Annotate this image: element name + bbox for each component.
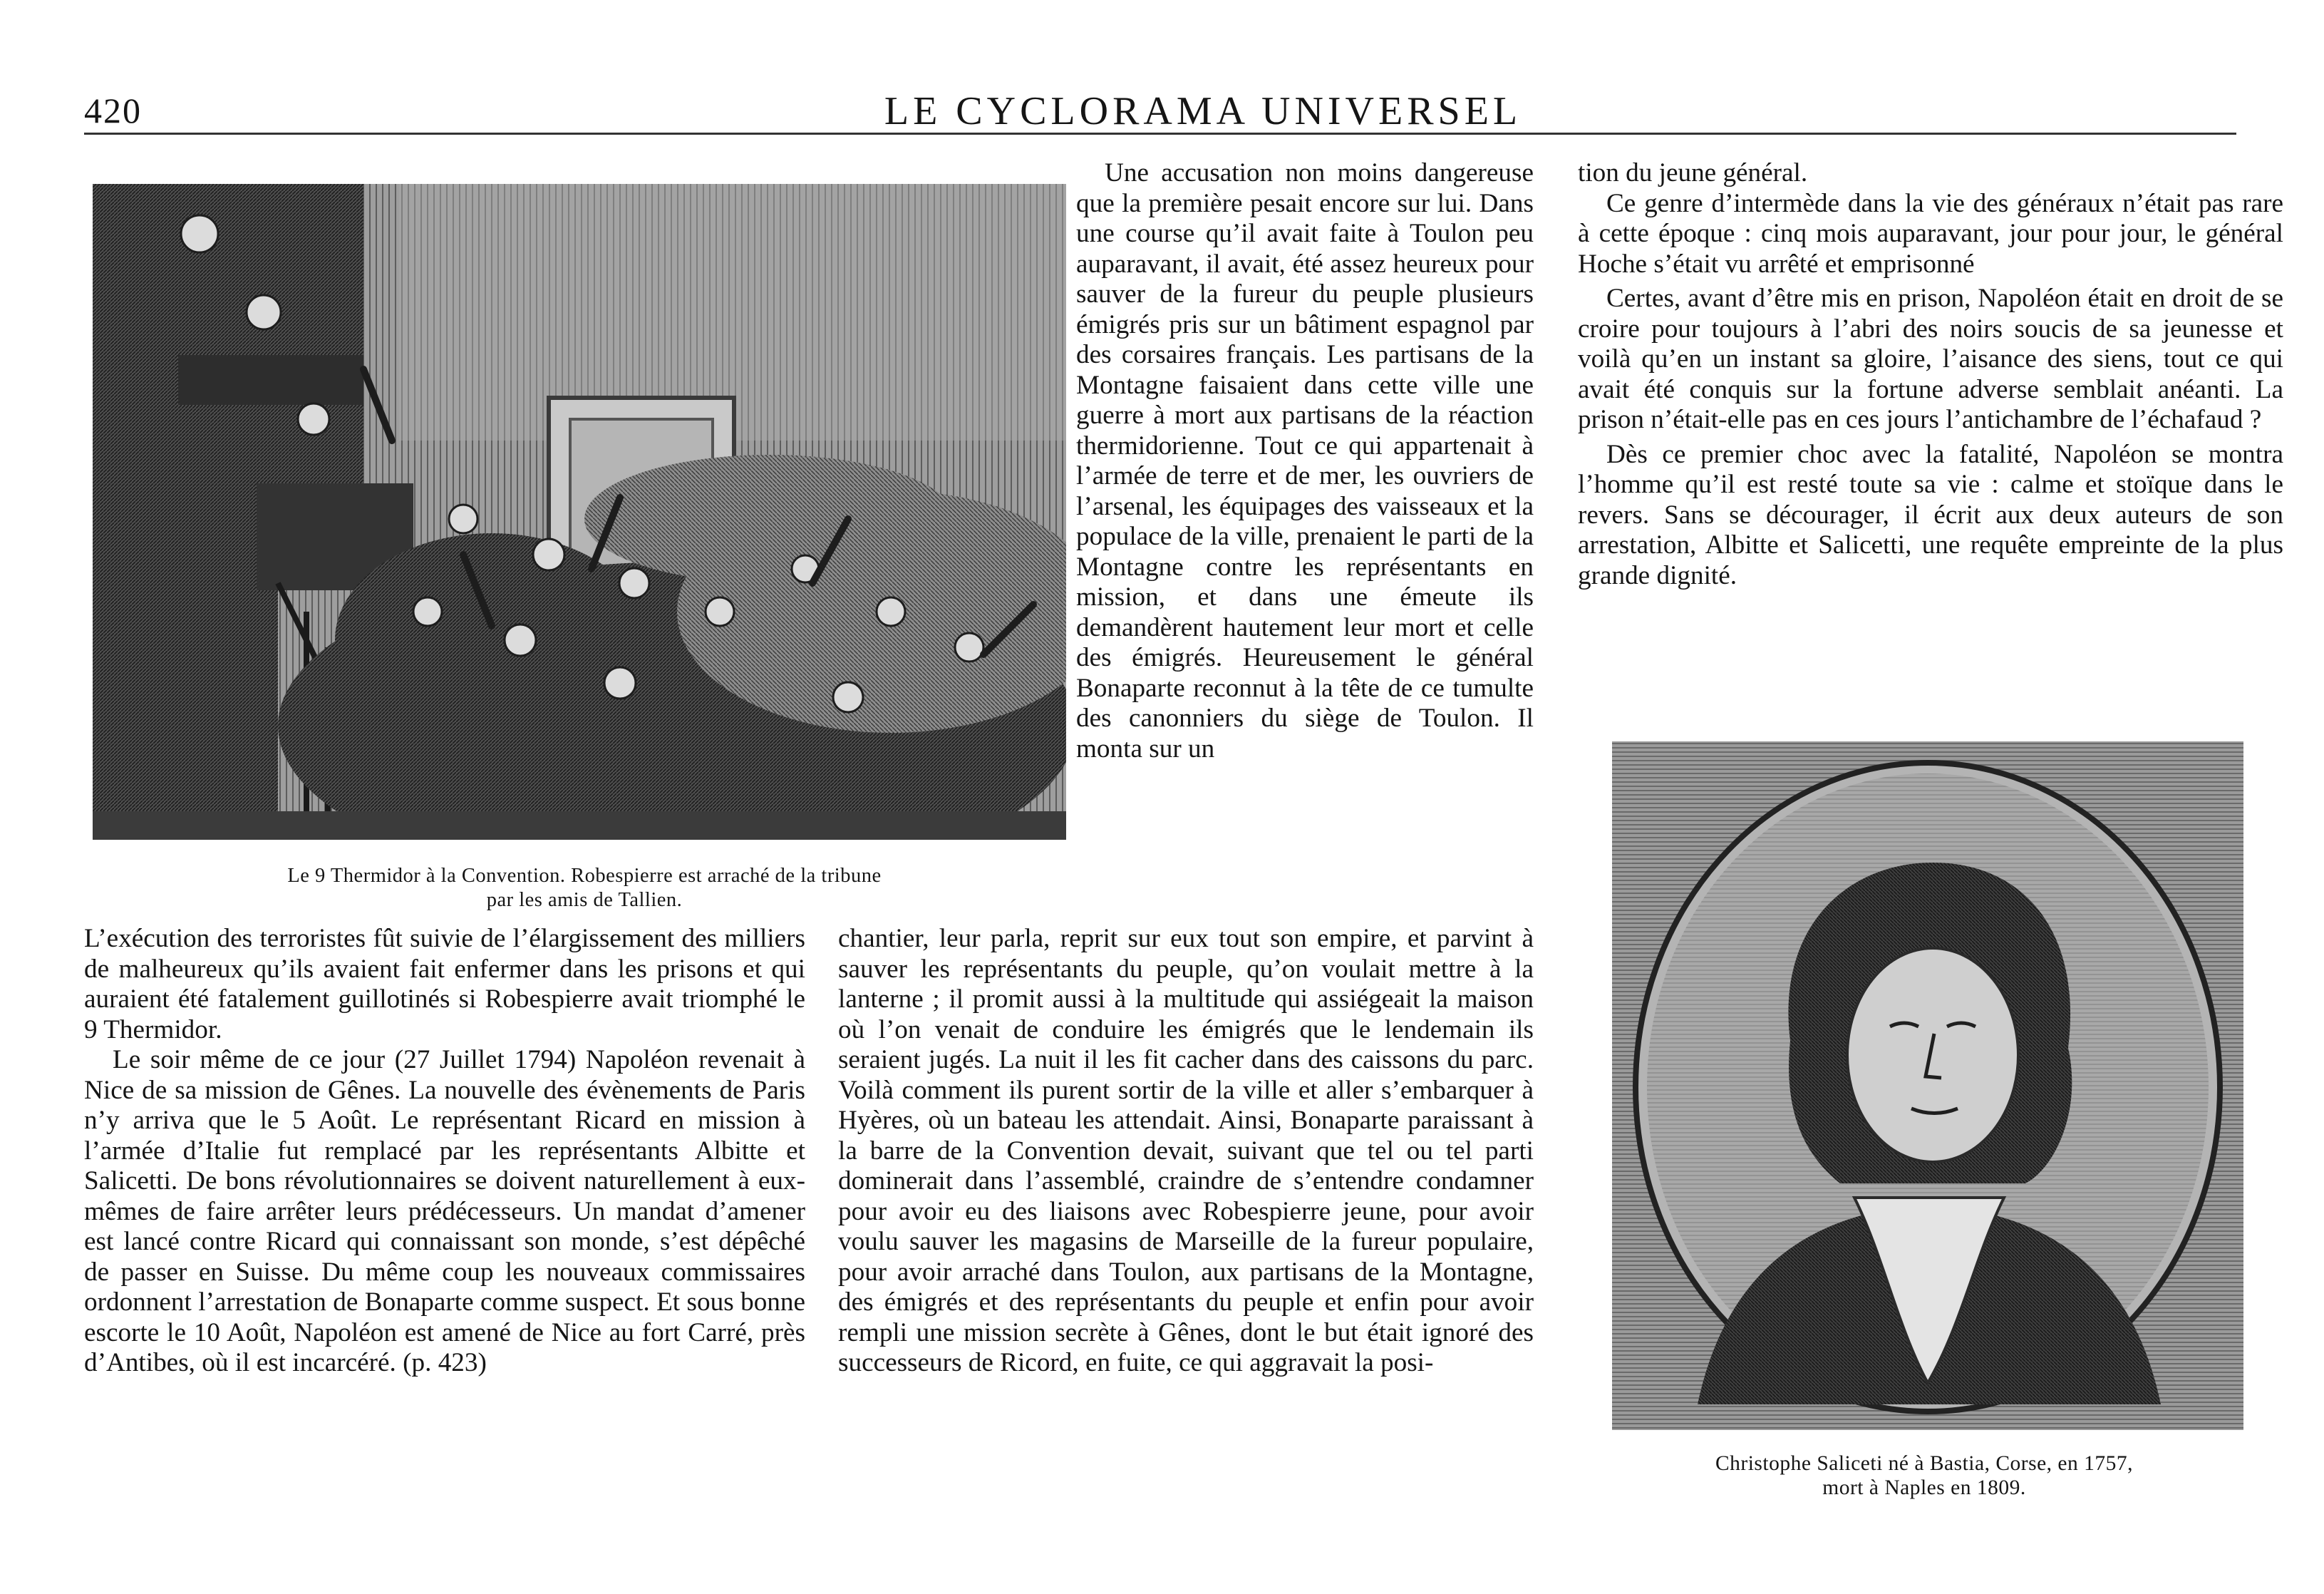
paragraph: Le soir même de ce jour (27 Juillet 1794) Napoléon revenait à Nice de sa mission de Gênes. La nouvelle des évènements de Paris n’y arriva que le 5 Août. Le représentant Ricard en mission à l’armée d’Italie fut remplacé par les représentants Albitte et Salicetti. De bons révolutionnaires se doivent naturellement à eux-mêmes de faire arrêter leurs prédécesseurs. Un mandat d’amener est lancé contre Ricard qui connaissant son monde, s’est dépêché de passer en Suisse. Du même coup les nouveaux commissaires ordonnent l’arrestation de Bonaparte comme suspect. Et sous bonne escorte le 10 Août, Napoléon est amené de Nice au fort Carré, près d’Antibes, où il est incarcéré. (p. 423) <box>84 1045 805 1377</box>
portrait-caption-line-2: mort à Naples en 1809. <box>1822 1476 2026 1499</box>
column-1 <box>84 924 805 1379</box>
convention-engraving-art <box>93 184 1066 840</box>
paragraph: Une accusation non moins dangereuse que la première pesait encore sur lui. Dans une course qu’il avait faite à Toulon peu auparavant, il avait, été assez heureux pour sauver de la fureur du peuple plusieurs émigrés pris sur un bâtiment espagnol par des corsaires français. Les partisans de la Montagne faisaient dans cette ville une guerre à mort aux partisans de la réaction thermidorienne. Tout ce qui appartenait à l’armée de terre et de mer, les ouvriers de l’arsenal, les équipages des vaisseaux et la populace de la ville, prenaient le parti de la Montagne contre les représentants en mission, et dans une émeute ils demandèrent hautement leur mort et celle des émigrés. Heureusement le général Bonaparte reconnut à la tête de ce tumulte des canonniers du siège de Toulon. Il monta sur un <box>1076 158 1534 763</box>
convention-caption <box>100 864 1069 912</box>
column-2-upper <box>1076 158 1534 764</box>
portrait-caption <box>1589 1451 2259 1500</box>
header-rule <box>84 133 2236 135</box>
page-number: 420 <box>84 91 142 130</box>
paragraph: Certes, avant d’être mis en prison, Napoléon était en droit de se croire pour toujours à l’abri des noirs soucis de sa jeunesse et voilà qu’en un instant sa gloire, l’aisance des siens, tout ce qui avait été conquis sur la fortune adverse semblait anéanti. La prison n’était-elle pas en ces jours l’antichambre de l’échafaud ? <box>1578 284 2283 434</box>
saliceti-portrait-art <box>1612 741 2243 1430</box>
portrait-caption-line-1: Christophe Saliceti né à Bastia, Corse, en 1757, <box>1715 1452 2134 1475</box>
column-3 <box>1578 158 2283 591</box>
convention-engraving <box>93 184 1066 840</box>
paragraph-continuation: chantier, leur parla, reprit sur eux tout son empire, et parvint à sauver les représentants du peuple, qu’on voulait mettre à la lanterne ; il promit aussi à la multitude qui assiégeait la maison où l’on venait de conduire les émigrés que le lendemain ils seraient jugés. La nuit il les fit cacher dans des caissons du parc. Voilà comment ils purent sortir de la ville et aller s’embarquer à Hyères, où un bateau les attendait. Ainsi, Bonaparte paraissant à la barre de la Convention devait, suivant que tel ou tel parti dominerait dans l’assemblé, craindre de s’entendre condamner pour avoir eu des liaisons avec Robespierre jeune, pour avoir voulu sauver les magasins de Marseille de la fureur populaire, pour avoir arraché dans Toulon, aux partisans de la Montagne, des émigrés et des représentants du peuple et enfin pour avoir rempli une mission secrète à Gênes, dont le but était ignoré des successeurs de Ricord, en fuite, ce qui aggravait la posi- <box>838 924 1534 1377</box>
column-2-lower <box>838 924 1534 1379</box>
saliceti-portrait <box>1612 741 2243 1430</box>
paragraph: L’exécution des terroristes fût suivie de l’élargissement des milliers de malheureux qu’ils avaient fait enfermer dans les prisons et qui auraient été fatalement guillotinés si Robespierre avait triomphé le 9 Thermidor. <box>84 924 805 1044</box>
convention-caption-line-2: par les amis de Tallien. <box>486 889 683 911</box>
paragraph-continuation: tion du jeune général. <box>1578 158 1808 187</box>
convention-caption-line-1: Le 9 Thermidor à la Convention. Robespierre est arraché de la tribune <box>287 865 882 887</box>
paragraph: Dès ce premier choc avec la fatalité, Napoléon se montra l’homme qu’il est resté toute sa vie : calme et stoïque dans le revers. Sans se décourager, il écrit aux deux auteurs de son arrestation, Albitte et Salicetti, une requête empreinte de la plus grande dignité. <box>1578 439 2283 590</box>
paragraph: Ce genre d’intermède dans la vie des généraux n’était pas rare à cette époque : cinq mois auparavant, jour pour jour, le général Hoche s’était vu arrêté et emprisonné <box>1578 188 2283 279</box>
running-title: LE CYCLORAMA UNIVERSEL <box>884 89 1522 133</box>
